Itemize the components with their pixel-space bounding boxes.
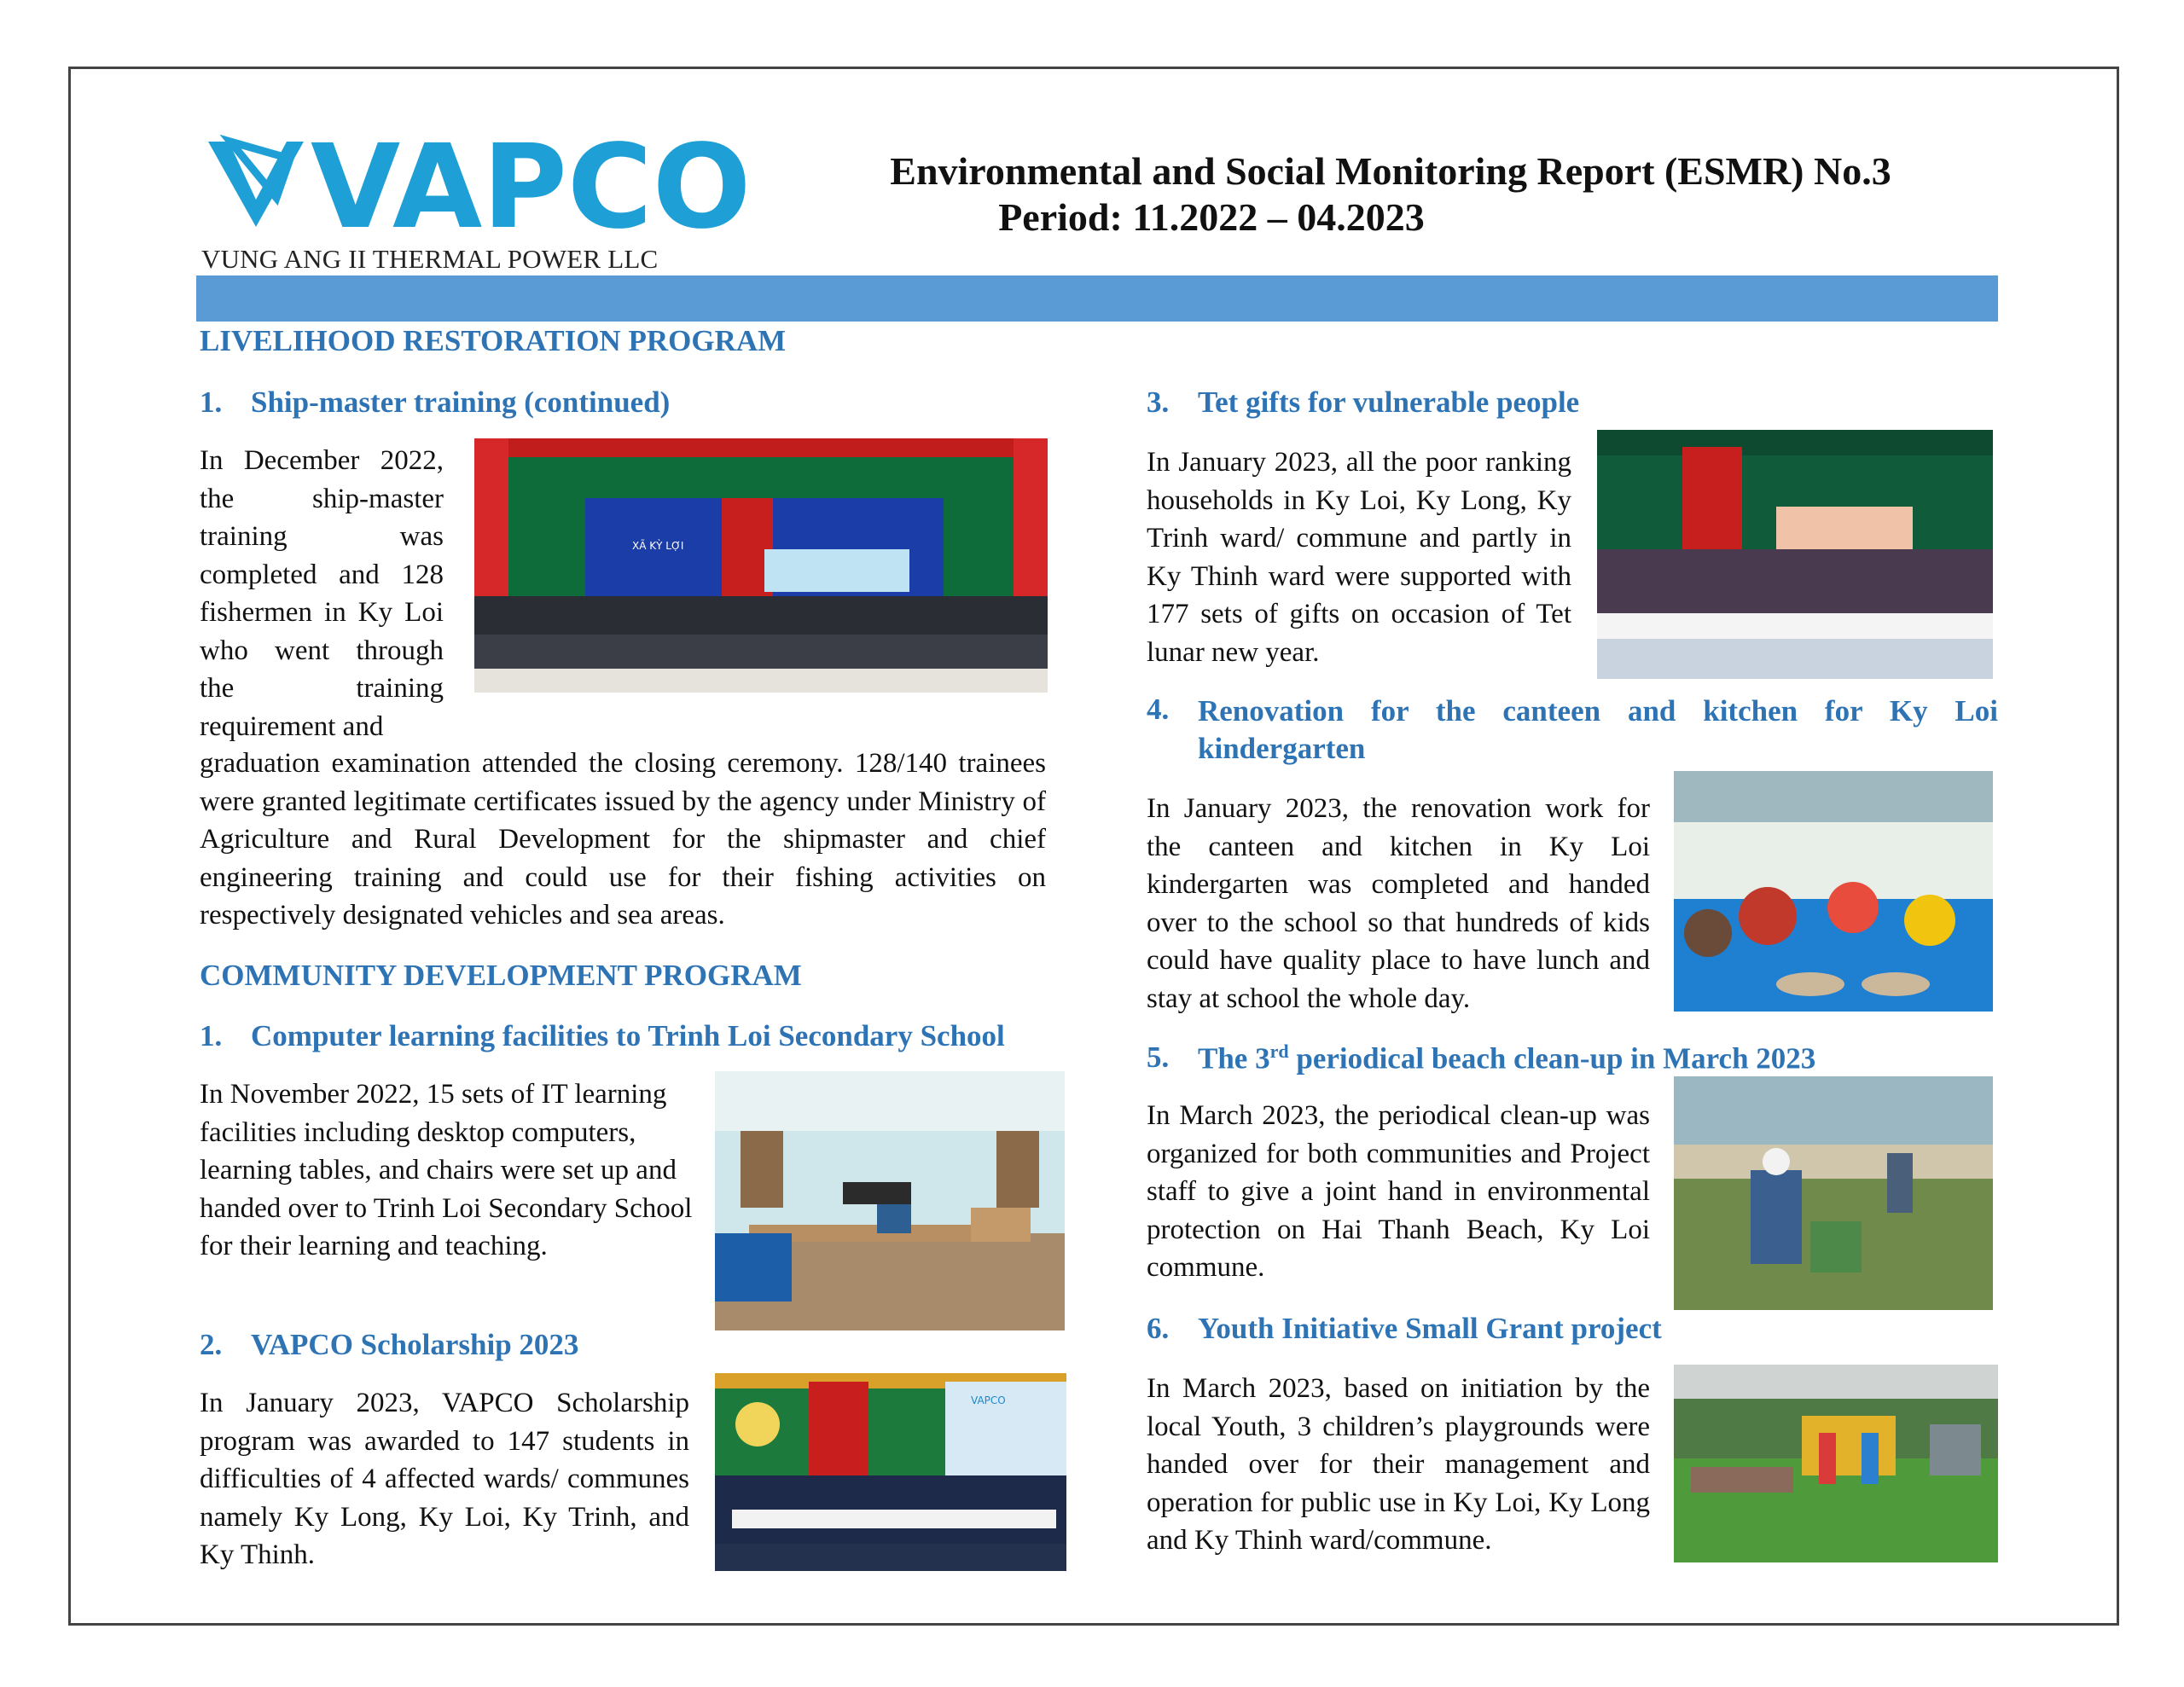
section-title-text: The 3	[1198, 1041, 1270, 1075]
section-number: 4.	[1147, 693, 1170, 726]
paragraph: In December 2022, the ship-master training was completed and 128 fishermen in Ky Loi who went through the training requirement and	[200, 445, 444, 742]
paragraph: graduation examination attended the closing ceremony. 128/140 trainees were granted legitimate certificates issued by the agency under Ministry of Agriculture and Rural Development for the shipmaster and chief engineering training and could use for their fishing activities on respectively designated vehicles and sea areas.	[200, 748, 1046, 930]
section-heading	[200, 1019, 1087, 1053]
section-title: Ship-master training (continued)	[251, 386, 671, 419]
stage-banner-text: XÃ KỲ LỢI	[632, 540, 684, 552]
section-number: 1.	[200, 1019, 223, 1052]
section-number: 5.	[1147, 1041, 1170, 1074]
logo-mark-icon	[205, 120, 752, 255]
computer-classroom-photo	[715, 1071, 1065, 1330]
section-title: Tet gifts for vulnerable people	[1198, 386, 1580, 419]
kindergarten-canteen-photo	[1674, 771, 1993, 1012]
paragraph: In November 2022, 15 sets of IT learning facilities including desktop computers, learning tables, and chairs were set up and handed over to Trinh Loi Secondary School for their learning and teaching.	[200, 1079, 693, 1261]
paragraph: In January 2023, the renovation work for the canteen and kitchen in Ky Loi kindergarten was completed and handed over to the school so that hundreds of kids could have quality place to have lunch and stay at school the whole day.	[1147, 793, 1650, 1014]
section-number: 1.	[200, 386, 223, 419]
livelihood-heading: LIVELIHOOD RESTORATION PROGRAM	[200, 324, 787, 357]
superscript: rd	[1269, 1041, 1289, 1062]
section-heading	[1147, 386, 2000, 420]
paragraph: In January 2023, VAPCO Scholarship program was awarded to 147 students in difficulties of 4 affected wards/ communes namely Ky Long, Ky Loi, Ky Trinh, and Ky Thinh.	[200, 1388, 689, 1570]
section-heading	[1147, 693, 1998, 768]
section-heading	[1147, 1312, 2000, 1346]
section-title-text: periodical beach clean-up in March 2023	[1288, 1041, 1816, 1075]
logo-text: VAPCO	[311, 120, 752, 255]
section-number: 6.	[1147, 1312, 1170, 1345]
report-period: Period: 11.2022 – 04.2023	[998, 195, 1425, 239]
paragraph: In January 2023, all the poor ranking households in Ky Loi, Ky Long, Ky Trinh ward/ commune and partly in Ky Thinh ward were supported with 177 sets of gifts on occasion of Tet lunar new year.	[1147, 447, 1571, 668]
tet-gifts-photo	[1597, 430, 1993, 679]
section-title: Renovation for the canteen and kitchen for Ky Loi kindergarten	[1198, 694, 1998, 765]
beach-cleanup-photo	[1674, 1076, 1993, 1310]
section-number: 3.	[1147, 386, 1170, 419]
section-heading	[200, 386, 1053, 420]
section-title: Youth Initiative Small Grant project	[1198, 1312, 1662, 1345]
scholarship-banner-text: VAPCO	[971, 1394, 1006, 1406]
paragraph: In March 2023, based on initiation by the local Youth, 3 children’s playgrounds were handed over for their management and operation for public use in Ky Loi, Ky Long and Ky Thinh ward/commune.	[1147, 1373, 1650, 1556]
company-name: VUNG ANG II THERMAL POWER LLC	[201, 244, 659, 274]
section-heading	[1147, 1041, 2000, 1076]
section-title: Computer learning facilities to Trinh Loi Secondary School	[251, 1019, 1005, 1052]
playground-photo	[1674, 1365, 1998, 1562]
community-heading: COMMUNITY DEVELOPMENT PROGRAM	[200, 959, 802, 992]
header-bar	[196, 275, 1998, 322]
section-number: 2.	[200, 1328, 223, 1361]
scholarship-photo	[715, 1373, 1066, 1571]
vapco-logo	[205, 120, 752, 255]
ship-master-ceremony-photo	[474, 438, 1048, 693]
section-heading	[200, 1328, 797, 1362]
section-title	[1198, 1041, 1815, 1076]
section-title: VAPCO Scholarship 2023	[251, 1328, 579, 1361]
paragraph: In March 2023, the periodical clean-up was organized for both communities and Project staff to give a joint hand in environmental protection on Hai Thanh Beach, Ky Loi commune.	[1147, 1100, 1650, 1283]
report-title: Environmental and Social Monitoring Report (ESMR) No.3	[890, 149, 1891, 193]
